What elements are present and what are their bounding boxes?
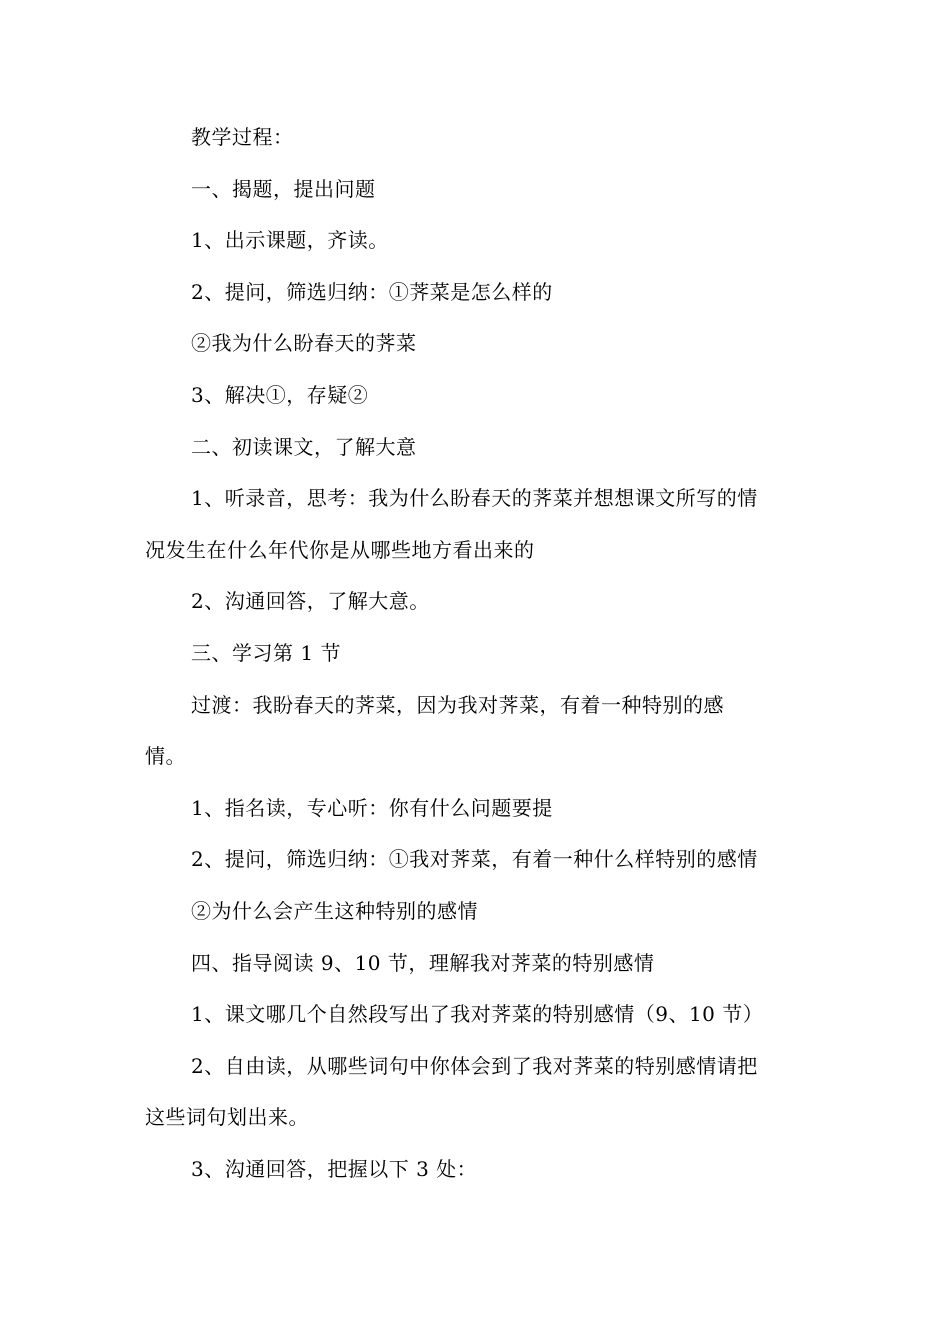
document-body bbox=[145, 112, 807, 1195]
paragraph-line: ②我为什么盼春天的荠菜 bbox=[191, 331, 417, 356]
paragraph-line: 3、解决①，存疑② bbox=[191, 382, 369, 407]
paragraph-line: 1、出示课题，齐读。 bbox=[191, 228, 389, 253]
section-heading-2: 二、初读课文，了解大意 bbox=[191, 434, 417, 459]
paragraph-line-continued: 情。 bbox=[145, 744, 186, 769]
section-heading-3: 三、学习第 1 节 bbox=[191, 640, 341, 665]
paragraph-line: 1、指名读，专心听：你有什么问题要提 bbox=[191, 795, 553, 820]
section-heading-4: 四、指导阅读 9、10 节，理解我对荠菜的特别感情 bbox=[191, 950, 655, 975]
paragraph-line: 2、自由读，从哪些词句中你体会到了我对荠菜的特别感情请把 bbox=[191, 1053, 758, 1078]
paragraph-line: 2、提问，筛选归纳：①荠菜是怎么样的 bbox=[191, 279, 553, 304]
heading-teaching-process: 教学过程： bbox=[191, 125, 294, 149]
paragraph-line-continued: 况发生在什么年代你是从哪些地方看出来的 bbox=[145, 537, 535, 562]
paragraph-line: 1、课文哪几个自然段写出了我对荠菜的特别感情（9、10 节） bbox=[191, 1002, 764, 1027]
paragraph-line: 3、沟通回答，把握以下 3 处： bbox=[191, 1156, 478, 1181]
paragraph-line: 1、听录音，思考：我为什么盼春天的荠菜并想想课文所写的情 bbox=[191, 486, 758, 511]
paragraph-line: 2、提问，筛选归纳：①我对荠菜，有着一种什么样特别的感情 bbox=[191, 847, 758, 872]
section-heading-1: 一、揭题，提出问题 bbox=[191, 176, 376, 201]
paragraph-line: ②为什么会产生这种特别的感情 bbox=[191, 898, 478, 923]
paragraph-line: 过渡：我盼春天的荠菜，因为我对荠菜，有着一种特别的感 bbox=[191, 692, 724, 717]
paragraph-line: 2、沟通回答，了解大意。 bbox=[191, 589, 430, 614]
paragraph-line-continued: 这些词句划出来。 bbox=[145, 1105, 309, 1130]
